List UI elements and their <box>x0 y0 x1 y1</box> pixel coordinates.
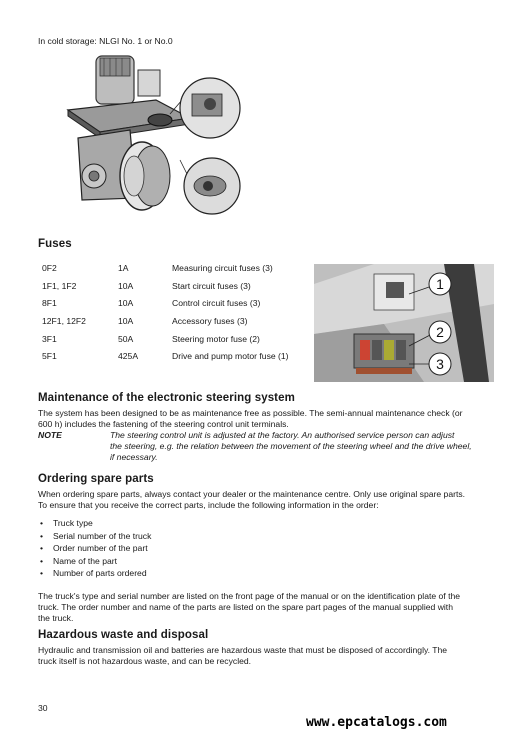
fuse-box-photo <box>314 264 494 382</box>
drive-unit-illustration <box>60 48 250 216</box>
spares-outro-line: the truck. <box>38 613 74 623</box>
list-item-text: Number of parts ordered <box>53 568 147 578</box>
waste-body-line: truck itself is not hazardous waste, and can be recycled. <box>38 656 252 666</box>
list-item-text: Truck type <box>53 518 93 528</box>
steering-heading: Maintenance of the electronic steering system <box>38 392 295 404</box>
fuse-description: Control circuit fuses (3) <box>172 298 261 308</box>
fuse-row <box>42 263 312 275</box>
fuse-row <box>42 316 312 328</box>
fuse-id: 3F1 <box>42 334 57 344</box>
fuse-rating: 10A <box>118 316 134 326</box>
fuse-rating: 425A <box>118 351 139 361</box>
bullet-marker: • <box>40 568 44 578</box>
note-label: NOTE <box>38 430 62 440</box>
fuse-rating: 10A <box>118 281 134 291</box>
fuse-row <box>42 298 312 310</box>
waste-heading: Hazardous waste and disposal <box>38 629 209 641</box>
spares-outro-line: truck. The order number and name of the parts are listed on the spare part pages of the manual supplied with <box>38 602 453 612</box>
fuse-description: Measuring circuit fuses (3) <box>172 263 273 273</box>
fuse-id: 5F1 <box>42 351 57 361</box>
list-item-text: Serial number of the truck <box>53 531 152 541</box>
bullet-marker: • <box>40 531 44 541</box>
fuses-heading: Fuses <box>38 238 72 250</box>
spares-outro-line: The truck's type and serial number are listed on the front page of the manual or on the identification plate of the <box>38 591 461 601</box>
fuse-description: Drive and pump motor fuse (1) <box>172 351 289 361</box>
bullet-marker: • <box>40 518 44 528</box>
fuse-description: Steering motor fuse (2) <box>172 334 260 344</box>
note-text-line: the steering, e.g. the relation between the movement of the steering wheel and the drive wheel, <box>110 441 472 451</box>
fuse-id: 0F2 <box>42 263 57 273</box>
cold-storage-note: In cold storage: NLGI No. 1 or No.0 <box>38 36 173 46</box>
spares-intro-line: When ordering spare parts, always contact your dealer or the maintenance centre. Only use original spare parts. <box>38 489 466 499</box>
callout-1-label: 1 <box>436 276 444 292</box>
steering-body-line: The system has been designed to be as maintenance free as possible. The semi-annual maintenance check (or <box>38 408 463 418</box>
waste-body-line: Hydraulic and transmission oil and batteries are hazardous waste that must be disposed of accordingly. The <box>38 645 448 655</box>
fuse-row <box>42 351 312 363</box>
fuse-id: 12F1, 12F2 <box>42 316 86 326</box>
fuse-description: Start circuit fuses (3) <box>172 281 251 291</box>
fuse-row <box>42 281 312 293</box>
fuse-row <box>42 334 312 346</box>
list-item-text: Order number of the part <box>53 543 148 553</box>
fuse-id: 1F1, 1F2 <box>42 281 77 291</box>
spares-intro-line: To ensure that you receive the correct parts, include the following information in the order: <box>38 500 379 510</box>
fuse-rating: 1A <box>118 263 129 273</box>
list-item-text: Name of the part <box>53 556 118 566</box>
fuse-description: Accessory fuses (3) <box>172 316 248 326</box>
watermark-link[interactable]: www.epcatalogs.com <box>306 715 447 730</box>
fuse-rating: 50A <box>118 334 134 344</box>
bullet-marker: • <box>40 543 44 553</box>
callout-3-label: 3 <box>436 356 444 372</box>
bullet-marker: • <box>40 556 44 566</box>
page-number: 30 <box>38 703 48 713</box>
spares-heading: Ordering spare parts <box>38 473 154 485</box>
fuse-rating: 10A <box>118 298 134 308</box>
callout-2-label: 2 <box>436 324 444 340</box>
note-text-line: if necessary. <box>110 452 158 462</box>
note-text-line: The steering control unit is adjusted at the factory. An authorised service person can adjust <box>110 430 455 440</box>
fuse-id: 8F1 <box>42 298 57 308</box>
steering-body-line: 600 h) includes the fastening of the steering control unit terminals. <box>38 419 289 429</box>
